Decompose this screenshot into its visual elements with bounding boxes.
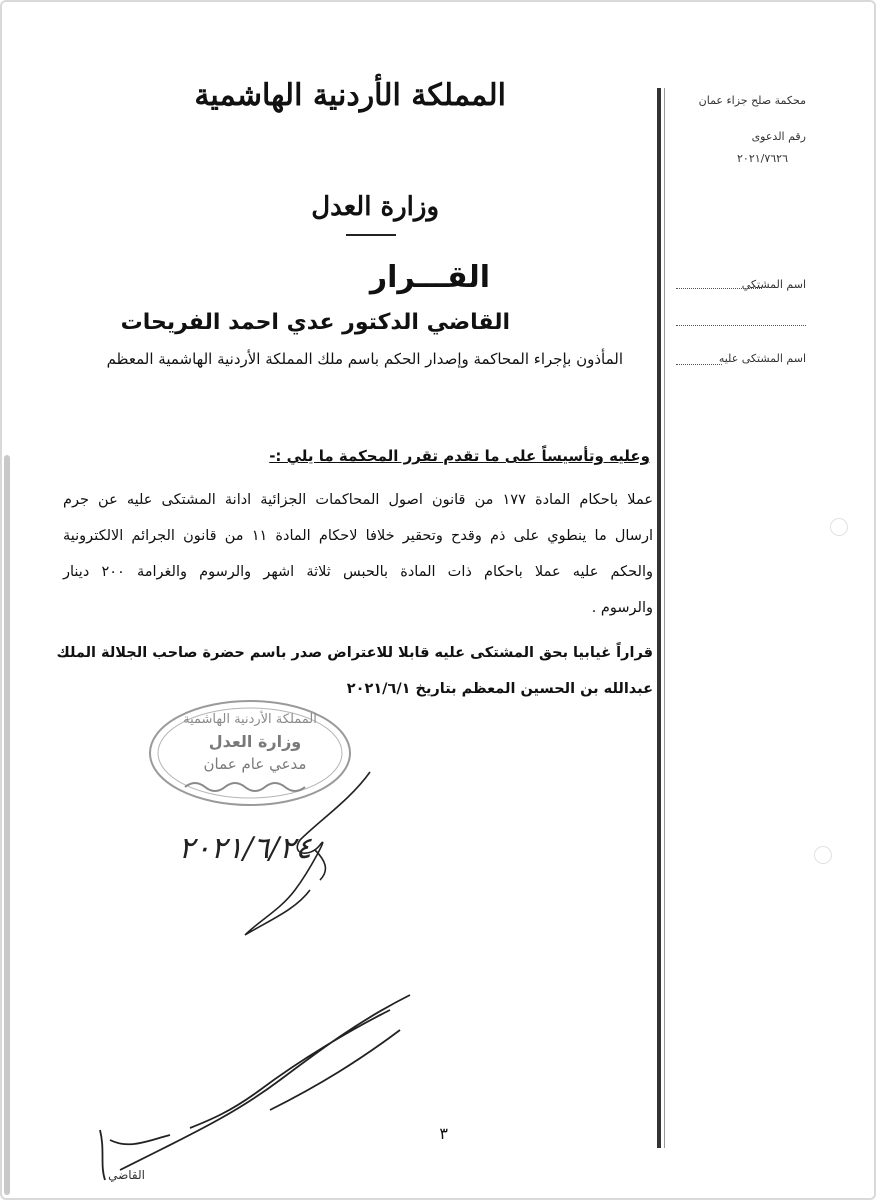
authorization-line: المأذون بإجراء المحاكمة وإصدار الحكم باسم ملك المملكة الأردنية الهاشمية المعظم [106, 350, 623, 368]
margin-rule [657, 88, 661, 1148]
judge-footer-label: القاضي [108, 1168, 145, 1182]
page-number: ٣ [439, 1124, 448, 1143]
ministry-heading: وزارة العدل [311, 192, 439, 222]
body-line: والحكم عليه عملا باحكام ذات المادة بالحبس ثلاثة اشهر والرسوم والغرامة ٢٠٠ دينار [63, 564, 653, 580]
margin-rule-thin [664, 88, 665, 1148]
decision-lead: وعليه وتأسيساً على ما تقدم تقرر المحكمة ما يلي :- [269, 447, 650, 465]
stamp-line: المملكة الأردنية الهاشمية [183, 712, 317, 727]
scrollbar[interactable] [4, 455, 10, 1195]
defendant-label: اسم المشتكى عليه [718, 352, 806, 365]
handwritten-signature [240, 770, 390, 950]
handwritten-date-text: ٢٠٢١/٦/٢٤ [178, 831, 312, 866]
verdict-line: قراراً غيابيا بحق المشتكى عليه قابلا للاعتراض صدر باسم حضرة صاحب الجلالة الملك [56, 645, 653, 661]
complainant-field [676, 288, 762, 289]
court-name: محكمة صلح جزاء عمان [698, 94, 806, 107]
judge-signature [60, 990, 420, 1190]
verdict-line: عبدالله بن الحسين المعظم بتاريخ ٢٠٢١/٦/١ [346, 681, 653, 697]
punch-hole [814, 846, 832, 864]
kingdom-heading: المملكة الأردنية الهاشمية [194, 78, 506, 113]
defendant-field [676, 364, 722, 365]
stamp-line: مدعي عام عمان [203, 755, 307, 773]
body-line: ارسال ما ينطوي على ذم وقدح وتحقير خلافا لاحكام المادة ١١ من قانون الجرائم الالكترونية [63, 528, 653, 544]
ministry-underline [346, 234, 396, 236]
case-number: ٢٠٢١/٧٦٢٦ [737, 152, 788, 165]
stamp-line: وزارة العدل [208, 732, 302, 751]
complainant-field-2 [676, 325, 806, 326]
punch-hole [830, 518, 848, 536]
body-line: عملا باحكام المادة ١٧٧ من قانون اصول المحاكمات الجزائية ادانة المشتكى عليه عن جرم [63, 492, 653, 508]
complainant-label: اسم المشتكي [741, 278, 806, 291]
body-line: والرسوم . [591, 600, 653, 616]
judge-name: القاضي الدكتور عدي احمد الفريحات [120, 310, 510, 335]
decision-body [63, 482, 653, 626]
decision-title: القـــرار [369, 260, 490, 295]
case-number-label: رقم الدعوى [751, 130, 806, 143]
